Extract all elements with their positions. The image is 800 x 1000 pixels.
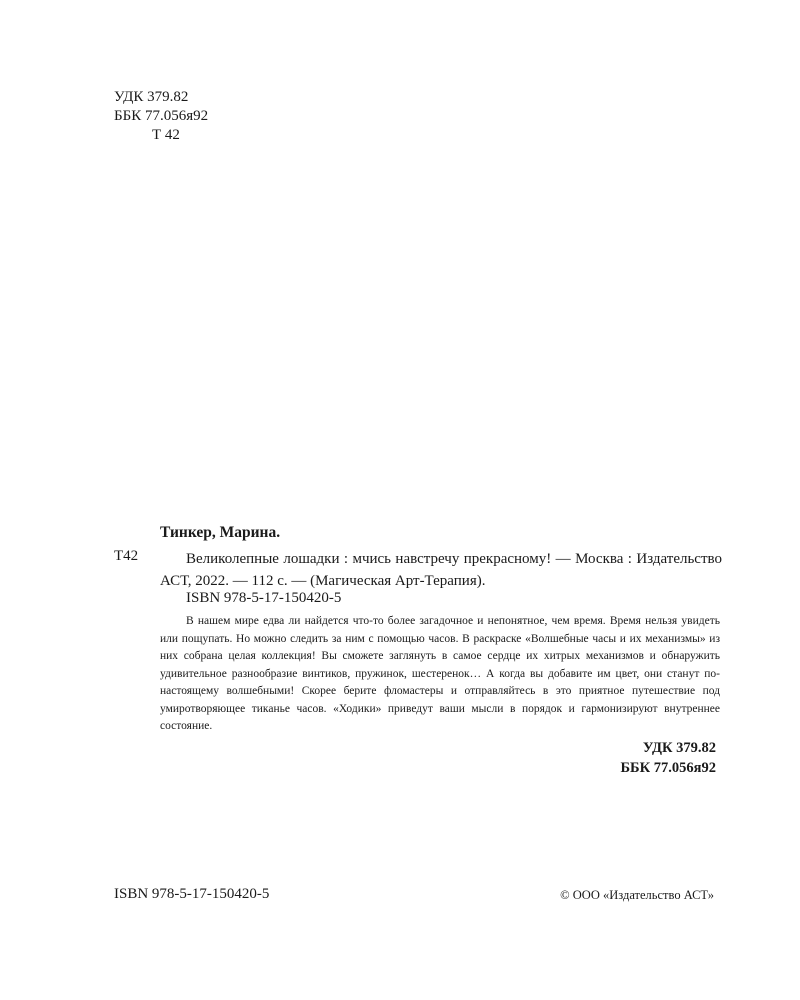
entry-udk: УДК 379.82 [642,740,716,756]
annotation: В нашем мире едва ли найдется что-то более загадочное и непонятное, чем время. Время нельзя увидеть или пощупать. Но можно следить за ним с помощью часов. В раскраске «Волшебные часы и их механизмы» из них собрана целая коллекция! Вы сможете заглянуть в самое сердце их хитрых механизмов и обнаружить удивительное разнообразие винтиков, пружинок, шестеренок… А когда вы добавите им цвет, они станут по-настоящему волшебными! Скорее берите фломастеры и отправляйтесь в это приятное путешествие под умиротворяющее тиканье часов. «Ходики» приведут ваши мысли в порядок и гармонизируют внутреннее состояние. [160,615,720,732]
entry-codes [620,738,716,778]
author-name: Тинкер, Марина. [160,524,281,541]
author-mark: Т 42 [152,127,180,143]
entry-bbk: ББК 77.056я92 [620,760,716,776]
bibliographic-description: Великолепные лошадки : мчись навстречу прекрасному! — Москва : Издательство АСТ, 2022. — 112 с. — (Магическая Арт-Терапия). [160,551,722,589]
footer-isbn: ISBN 978-5-17-150420-5 [114,886,270,902]
udk-code: УДК 379.82 [114,89,189,105]
bbk-code: ББК 77.056я92 [114,108,209,124]
classification-codes [114,88,208,145]
author-code: Т42 [114,548,139,564]
copyright: © ООО «Издательство АСТ» [560,888,714,902]
entry-isbn: ISBN 978-5-17-150420-5 [186,590,342,606]
